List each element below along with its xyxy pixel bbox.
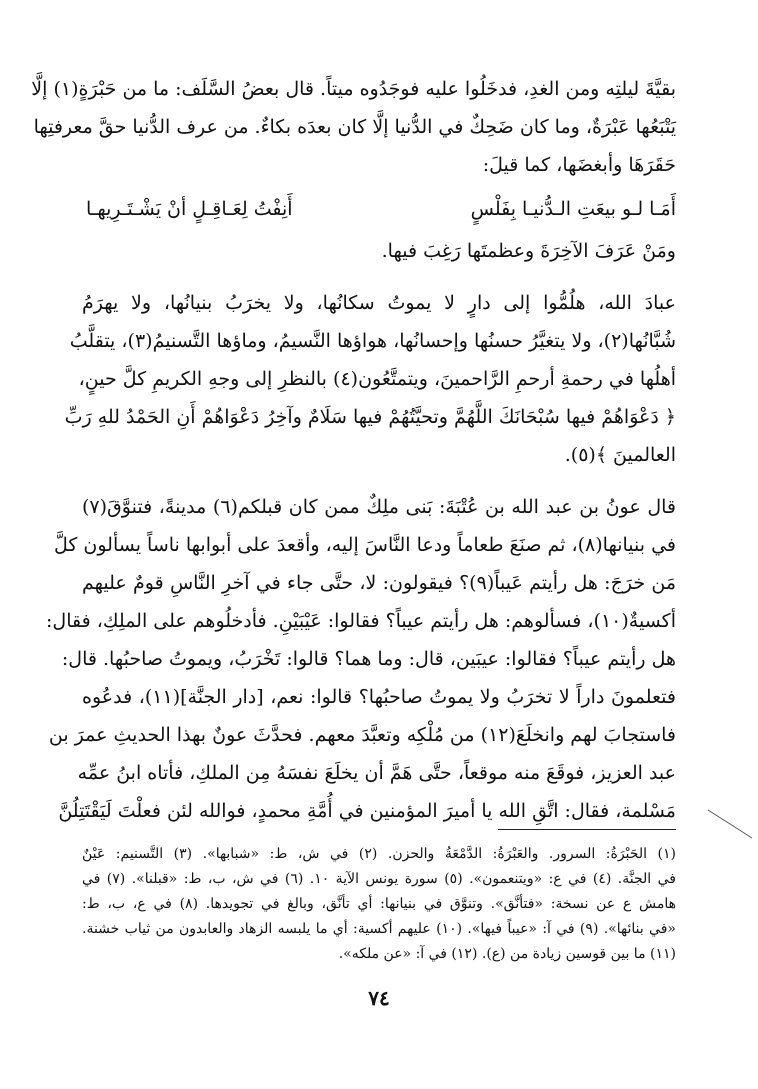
footnote-line: في الجنَّة. (٤) في ع: «ويتنعمون». (٥) سورة يونس الآية ١٠. (٦) في ش، ب، ط: «قبلنا». (٧) في bbox=[82, 871, 676, 887]
text-line: يَتْبَعُها عَبْرَةٌ، وما كان ضَحِكٌ في الدُّنيا إلَّا كان بعدَه بكاءٌ. من عرف الدُّنيا حقَّ معرفتِها bbox=[33, 116, 676, 138]
text-line: أهلُها في رحمةِ أرحمِ الرَّاحمينَ، ويتمتَّعُون(٤) بالنظرِ إلى وجهِ الكريمِ كلَّ حينٍ، bbox=[78, 368, 676, 390]
text-line: فتعلمونَ داراً لا تخرَبُ ولا يموتُ صاحبُها؟ قالوا: نعم، [دار الجنَّة](١١)، فدعُوه bbox=[82, 686, 676, 708]
text-line: عبادَ الله، هلُمُّوا إلى دارٍ لا يموتُ سكانُها، ولا يخرَبُ بنيانُها، ولا يهرَمُ bbox=[82, 292, 676, 314]
footnotes bbox=[82, 842, 676, 967]
text-line: مَن خرَجَ: هل رأيتم عَيباً(٩)؟ فيقولون: لا، حتَّى جاء في آخرِ النَّاسِ قومٌ عليهم bbox=[82, 572, 676, 594]
footnote-line: «في بنائها». (٩) في آ: «عيباً فيها». (١٠) عليهم أكسية: أي ما يلبسه الزهاد والعابدون من ثياب خشنة. bbox=[82, 921, 676, 937]
footnote-line: (١١) ما بين قوسين زيادة من (ع). (١٢) في آ: «عن ملكه». bbox=[338, 946, 676, 962]
text-line: ومَنْ عَرَفَ الآخِرَةَ وعظمتَها رَغِبَ فيها. bbox=[381, 240, 676, 262]
main-text bbox=[31, 70, 676, 830]
text-line: عبد العزيز، فوقَعَ منه موقعاً، حتَّى هَمَّ أن يخلَعَ نفسَهُ مِن الملكِ، فأتاه ابنُ عمِّه bbox=[77, 762, 676, 784]
page-number: ٧٤ bbox=[368, 986, 390, 1010]
text-line: في بنيانها(٨)، ثم صنَعَ طعاماً ودعا النَّاسَ إليه، وأقعدَ على أبوابها ناساً يسألون كلَّ bbox=[53, 534, 676, 556]
text-line: هل رأيتم عيباً؟ فقالوا: عيبَين، قال: وما هما؟ قالوا: تَخْرَبُ، ويموتُ صاحبُها. قال: bbox=[61, 648, 676, 670]
quran-verse-line: العالمينَ ﴾(٥). bbox=[564, 444, 676, 466]
text-line: أكسيةٌ(١٠)، فسألوهم: هل رأيتم عيباً؟ فقالوا: عَيْبَيْنِ. فأدخلُوهم على الملِكِ، فقال: bbox=[46, 610, 676, 632]
footnote-divider bbox=[498, 829, 676, 830]
text-line: شُبَّانُها(٢)، ولا يتغيَّرُ حسنُها وإحسانُها، هواؤها النَّسيمُ، وماؤها التَّسنيمُ(٣)، يتقلَّبُ bbox=[69, 330, 676, 352]
text-line: بقيَّةَ ليلتِه ومن الغدِ، فدخَلُوا عليه فوجَدُوه ميتاً. قال بعضُ السَّلَف: ما من حَبْرَةٍ(١) إلَّا bbox=[31, 78, 676, 100]
text-line: قال عونُ بن عبد الله بن عُتْبَةَ: بَنى ملِكٌ ممن كان قبلكم(٦) مدينةً، فتنوَّقَ(٧) bbox=[82, 496, 676, 518]
text-line: حَقَرَهَا وأبغضَها، كما قيلَ: bbox=[482, 154, 676, 176]
footnote-line: هامش ع عن نسخة: «فتأنَّق». وتنوَّق في بنيانها: أي تأنَّق، وبالغ في تجويدها. (٨) في ع، ب، ط: bbox=[82, 896, 676, 912]
quran-verse-line: ﴿ دَعْوَاهُمْ فيها سُبْحَانَكَ اللَّهُمَّ وتحيَّتُهُمْ فيها سَلَامٌ وآخِرُ دَعْوَاهُمْ أَنِ الحَمْدُ للهِ رَبِّ bbox=[64, 406, 676, 428]
text-line: مَسْلمة، فقال: اتَّقِ الله يا أميرَ المؤمنين في أُمَّةِ محمدٍ، فوالله لئن فعلْتَ لَيَقْتَتِلُنَّ bbox=[58, 800, 676, 822]
poem-hemistich-first: أَمَـا لـو بيعَتِ الـدُّنيـا بِفَلْسٍ bbox=[470, 198, 676, 220]
footnote-line: (١) الحَبْرَةُ: السرور. والعَبْرَةُ: الدَّمْعَةُ والحزن. (٢) في ش، ط: «شبابها». (٣) التَّسنيم: عَيْنٌ bbox=[82, 846, 676, 862]
paragraph-gap bbox=[82, 474, 676, 488]
text-line: فاستجابَ لهم وانخلَعَ(١٢) من مُلْكِه وتعبَّدَ معهم. فحدَّثَ عونٌ بهذا الحديثِ عمرَ بن bbox=[48, 724, 676, 746]
scan-edge-mark bbox=[706, 808, 756, 868]
poem-hemistich-second: أَنِفْتُ لِعَـاقِـلٍ أنْ يَشْـتَـرِيهـا bbox=[86, 198, 293, 220]
paragraph-gap bbox=[82, 270, 676, 284]
poem-verse bbox=[82, 190, 676, 228]
